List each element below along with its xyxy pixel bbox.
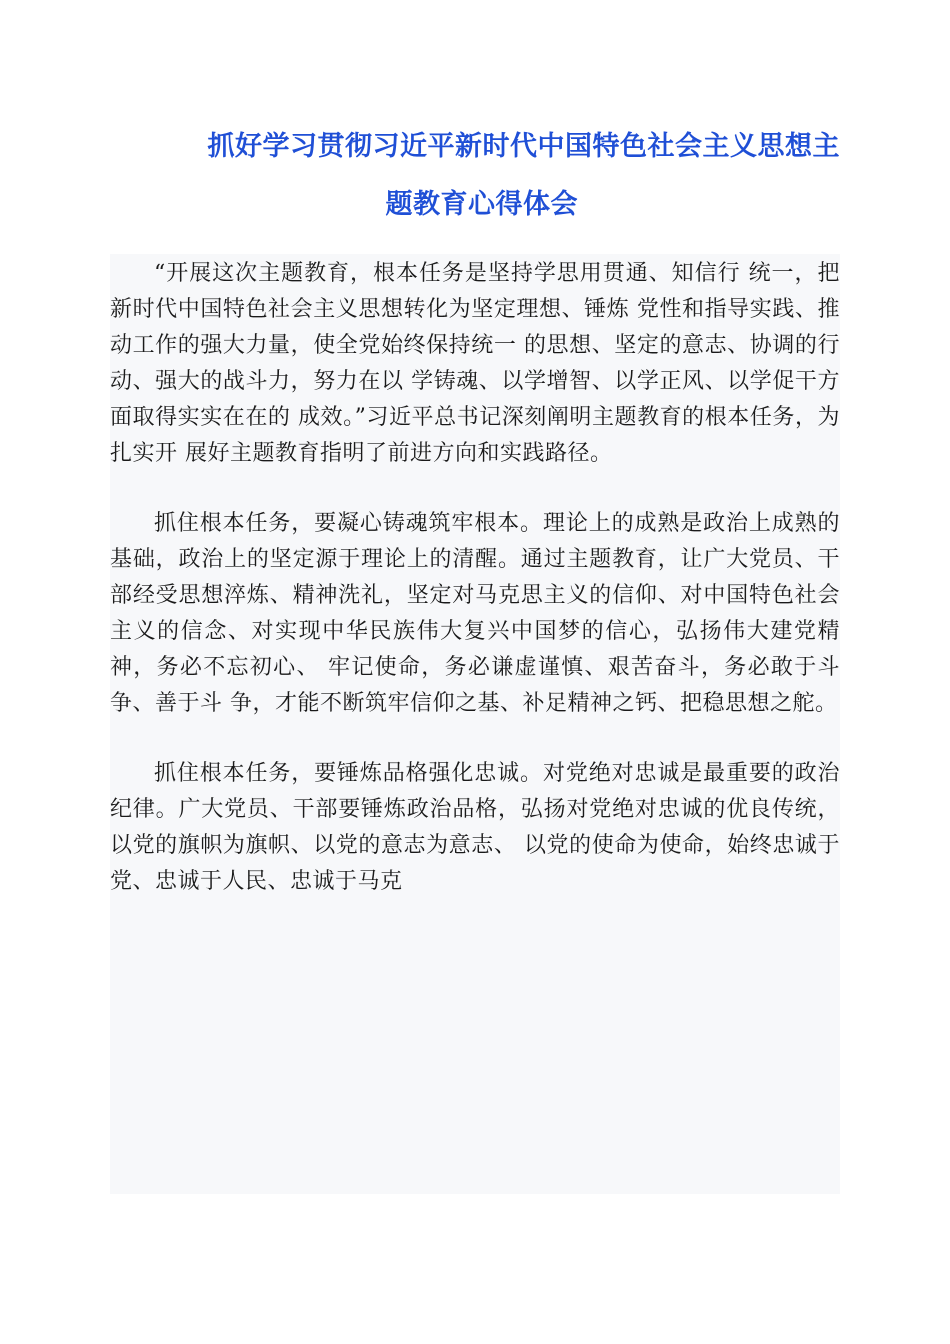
- document-title: [110, 118, 840, 234]
- title-line-2: 题教育心得体会: [385, 189, 578, 220]
- title-line-1: 抓好学习贯彻习近平新时代中国特色社会主义思想主: [207, 131, 840, 162]
- paragraph-2: 抓住根本任务，要凝心铸魂筑牢根本。理论上的成熟是政治上成熟的基础，政治上的坚定源于理论上的清醒。通过主题教育，让广大党员、干部经受思想淬炼、精神洗礼，坚定对马克思主义的信仰、对中国特色社会主义的信念、对实现中华民族伟大复兴中国梦的信心，弘扬伟大建党精神，务必不忘初心、 牢记使命，务必谦虚谨慎、艰苦奋斗，务必敢于斗争、善于斗 争，才能不断筑牢信仰之基、补足精神之钙、把稳思想之舵。: [110, 511, 840, 716]
- paragraph-3: 抓住根本任务，要锤炼品格强化忠诚。对党绝对忠诚是最重要的政治纪律。广大党员、干部要锤炼政治品格，弘扬对党绝对忠诚的优良传统，以党的旗帜为旗帜、以党的意志为意志、 以党的使命为使命，始终忠诚于党、忠诚于人民、忠诚于马克: [110, 761, 840, 894]
- paragraph-1: “开展这次主题教育，根本任务是坚持学思用贯通、知信行 统一，把新时代中国特色社会主义思想转化为坚定理想、锤炼 党性和指导实践、推动工作的强大力量，使全党始终保持统一 的思想、坚定的意志、协调的行动、强大的战斗力，努力在以 学铸魂、以学增智、以学正风、以学促干方面取得实实在在的 成效。”习近平总书记深刻阐明主题教育的根本任务，为扎实开 展好主题教育指明了前进方向和实践路径。: [110, 261, 840, 466]
- body-text-panel: [110, 254, 840, 1194]
